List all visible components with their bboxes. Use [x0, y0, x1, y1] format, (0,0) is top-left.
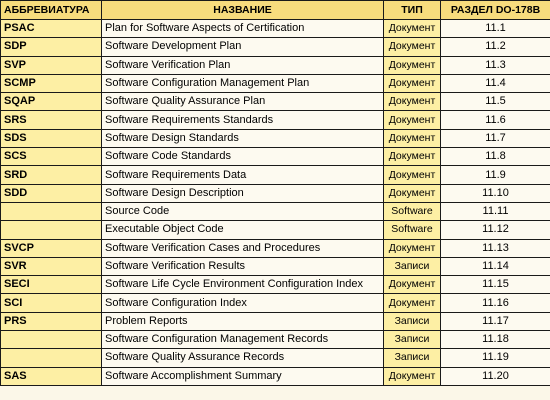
cell-name: Software Development Plan	[102, 38, 384, 56]
table-row	[1, 148, 550, 166]
cell-type: Документ	[384, 276, 441, 294]
table-row	[1, 276, 550, 294]
table-row	[1, 38, 550, 56]
cell-section: 11.6	[441, 111, 550, 129]
table-row	[1, 239, 550, 257]
cell-abbreviation: SVR	[1, 257, 102, 275]
cell-section: 11.11	[441, 202, 550, 220]
table-row	[1, 202, 550, 220]
table-row	[1, 349, 550, 367]
cell-section: 11.8	[441, 148, 550, 166]
cell-name: Software Configuration Index	[102, 294, 384, 312]
cell-abbreviation: SQAP	[1, 93, 102, 111]
cell-abbreviation: SECI	[1, 276, 102, 294]
cell-abbreviation: PRS	[1, 312, 102, 330]
cell-name: Software Quality Assurance Plan	[102, 93, 384, 111]
cell-name: Software Accomplishment Summary	[102, 367, 384, 385]
cell-type: Документ	[384, 294, 441, 312]
table-row	[1, 56, 550, 74]
table-row	[1, 367, 550, 385]
cell-abbreviation: SVCP	[1, 239, 102, 257]
cell-section: 11.4	[441, 74, 550, 92]
column-header-section: РАЗДЕЛ DO-178B	[441, 1, 550, 20]
cell-type: Документ	[384, 20, 441, 38]
cell-name: Source Code	[102, 202, 384, 220]
cell-name: Software Design Standards	[102, 129, 384, 147]
table-row	[1, 129, 550, 147]
cell-type: Документ	[384, 93, 441, 111]
cell-abbreviation: SDD	[1, 184, 102, 202]
cell-section: 11.12	[441, 221, 550, 239]
cell-abbreviation: SRS	[1, 111, 102, 129]
cell-section: 11.5	[441, 93, 550, 111]
cell-abbreviation	[1, 221, 102, 239]
cell-abbreviation: SCS	[1, 148, 102, 166]
table-body	[1, 20, 550, 386]
cell-type: Документ	[384, 148, 441, 166]
cell-name: Software Requirements Data	[102, 166, 384, 184]
cell-name: Software Verification Plan	[102, 56, 384, 74]
cell-abbreviation: SCMP	[1, 74, 102, 92]
cell-section: 11.10	[441, 184, 550, 202]
table-row	[1, 74, 550, 92]
cell-name: Software Configuration Management Plan	[102, 74, 384, 92]
cell-type: Документ	[384, 184, 441, 202]
cell-section: 11.1	[441, 20, 550, 38]
cell-section: 11.7	[441, 129, 550, 147]
cell-section: 11.16	[441, 294, 550, 312]
cell-name: Software Verification Results	[102, 257, 384, 275]
table-row	[1, 312, 550, 330]
table-row	[1, 111, 550, 129]
cell-section: 11.18	[441, 331, 550, 349]
cell-section: 11.19	[441, 349, 550, 367]
cell-abbreviation: PSAC	[1, 20, 102, 38]
cell-type: Документ	[384, 367, 441, 385]
cell-section: 11.20	[441, 367, 550, 385]
cell-abbreviation: SDP	[1, 38, 102, 56]
cell-type: Software	[384, 221, 441, 239]
cell-name: Executable Object Code	[102, 221, 384, 239]
cell-type: Записи	[384, 312, 441, 330]
cell-type: Документ	[384, 38, 441, 56]
cell-name: Software Requirements Standards	[102, 111, 384, 129]
cell-type: Документ	[384, 239, 441, 257]
cell-type: Документ	[384, 166, 441, 184]
cell-abbreviation: SVP	[1, 56, 102, 74]
cell-type: Записи	[384, 349, 441, 367]
table-row	[1, 257, 550, 275]
cell-name: Problem Reports	[102, 312, 384, 330]
cell-abbreviation	[1, 202, 102, 220]
cell-type: Записи	[384, 257, 441, 275]
cell-name: Software Code Standards	[102, 148, 384, 166]
table-row	[1, 184, 550, 202]
cell-section: 11.2	[441, 38, 550, 56]
cell-type: Software	[384, 202, 441, 220]
cell-abbreviation: SRD	[1, 166, 102, 184]
cell-type: Документ	[384, 111, 441, 129]
cell-section: 11.17	[441, 312, 550, 330]
column-header-type: ТИП	[384, 1, 441, 20]
table-row	[1, 20, 550, 38]
table-row	[1, 166, 550, 184]
cell-name: Software Design Description	[102, 184, 384, 202]
cell-section: 11.3	[441, 56, 550, 74]
cell-name: Plan for Software Aspects of Certification	[102, 20, 384, 38]
cell-section: 11.15	[441, 276, 550, 294]
column-header-name: НАЗВАНИЕ	[102, 1, 384, 20]
cell-abbreviation: SAS	[1, 367, 102, 385]
cell-section: 11.14	[441, 257, 550, 275]
table-header-row	[1, 1, 550, 20]
cell-abbreviation	[1, 331, 102, 349]
cell-type: Документ	[384, 74, 441, 92]
table-row	[1, 93, 550, 111]
cell-section: 11.9	[441, 166, 550, 184]
table-row	[1, 331, 550, 349]
cell-abbreviation: SCI	[1, 294, 102, 312]
cell-abbreviation	[1, 349, 102, 367]
cell-abbreviation: SDS	[1, 129, 102, 147]
cell-type: Записи	[384, 331, 441, 349]
table-row	[1, 294, 550, 312]
cell-name: Software Life Cycle Environment Configuration Index	[102, 276, 384, 294]
cell-section: 11.13	[441, 239, 550, 257]
cell-name: Software Verification Cases and Procedures	[102, 239, 384, 257]
table-header	[1, 1, 550, 20]
cell-type: Документ	[384, 56, 441, 74]
cell-name: Software Configuration Management Records	[102, 331, 384, 349]
cell-type: Документ	[384, 129, 441, 147]
table-row	[1, 221, 550, 239]
column-header-abbreviation: АББРЕВИАТУРА	[1, 1, 102, 20]
cell-name: Software Quality Assurance Records	[102, 349, 384, 367]
